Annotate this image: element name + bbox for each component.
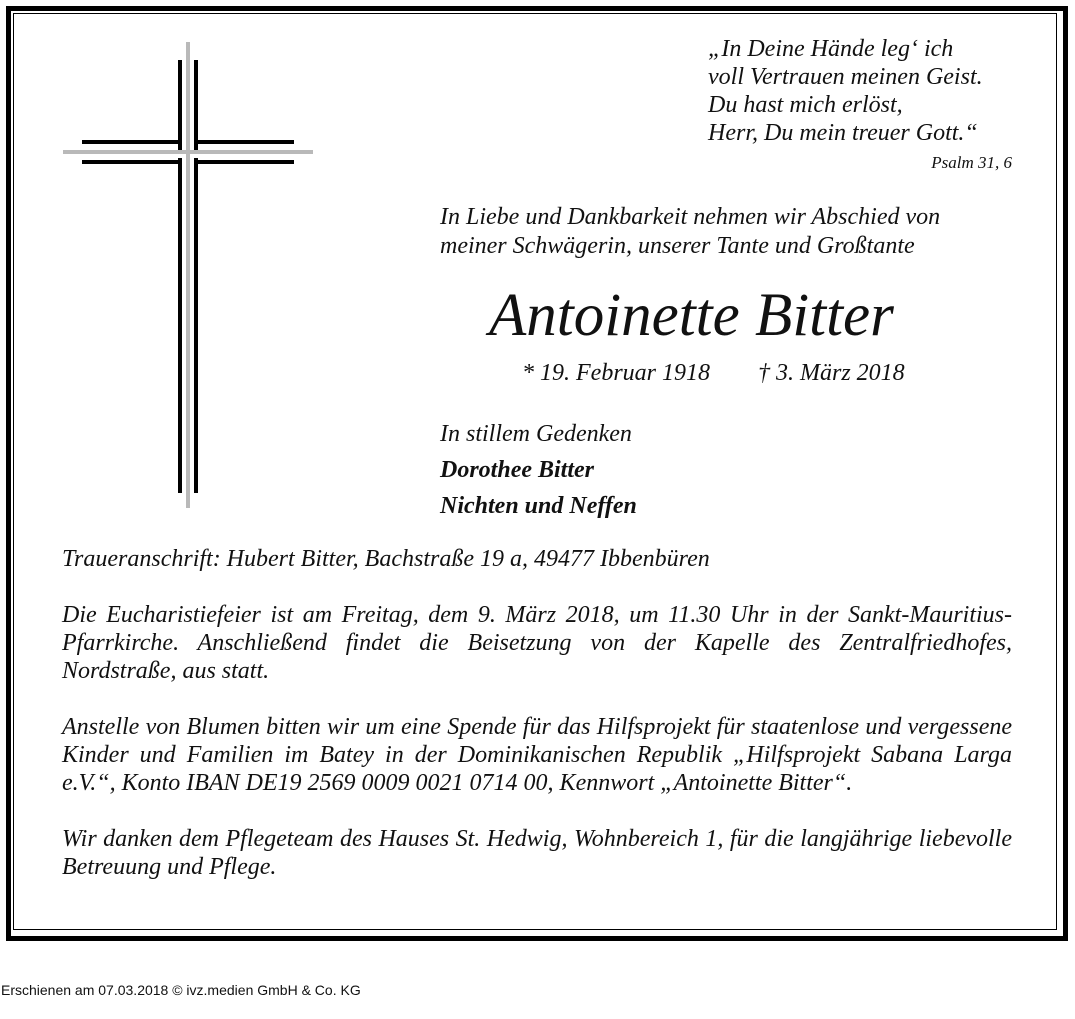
mourner-name: Nichten und Neffen bbox=[440, 493, 637, 519]
psalm-quote bbox=[708, 35, 983, 147]
donation-info: Anstelle von Blumen bitten wir um eine Spende für das Hilfsprojekt für staatenlose und vergessene Kinder und Familien im Batey in der Dominikanischen Republik „Hilfsprojekt Sabana Larga e.V.“, Konto IBAN DE19 2569 0009 0021 0714 00, Kennwort „Antoinette Bitter“. bbox=[62, 714, 1012, 796]
notice-body bbox=[62, 545, 1012, 909]
mourner-name: Dorothee Bitter bbox=[440, 457, 594, 483]
psalm-line: „In Deine Hände leg‘ ich bbox=[708, 36, 954, 62]
thanks-note: Wir danken dem Pflegeteam des Hauses St. Hedwig, Wohnbereich 1, für die langjährige liebevolle Betreuung und Pflege. bbox=[62, 826, 1012, 880]
death-date: † 3. März 2018 bbox=[758, 360, 905, 386]
funeral-address: Traueranschrift: Hubert Bitter, Bachstraße 19 a, 49477 Ibbenbüren bbox=[62, 546, 710, 572]
service-info: Die Eucharistiefeier ist am Freitag, dem 9. März 2018, um 11.30 Uhr in der Sankt-Mauritius-Pfarrkirche. Anschließend findet die Beisetzung von der Kapelle des Zentralfriedhofes, Nordstraße, aus statt. bbox=[62, 602, 1012, 684]
psalm-reference: Psalm 31, 6 bbox=[931, 153, 1012, 172]
mourners-intro: In stillem Gedenken bbox=[440, 421, 632, 447]
farewell-intro bbox=[440, 203, 940, 261]
cross-icon bbox=[60, 40, 320, 520]
life-dates bbox=[522, 360, 905, 387]
intro-line: meiner Schwägerin, unserer Tante und Großtante bbox=[440, 233, 915, 259]
psalm-line: Du hast mich erlöst, bbox=[708, 92, 903, 118]
mourners-block bbox=[440, 416, 637, 524]
intro-line: In Liebe und Dankbarkeit nehmen wir Abschied von bbox=[440, 204, 941, 230]
birth-date: * 19. Februar 1918 bbox=[522, 360, 710, 386]
psalm-line: Herr, Du mein treuer Gott.“ bbox=[708, 120, 978, 146]
deceased-name: Antoinette Bitter bbox=[489, 282, 894, 349]
psalm-line: voll Vertrauen meinen Geist. bbox=[708, 64, 983, 90]
publication-footer: Erschienen am 07.03.2018 © ivz.medien GmbH & Co. KG bbox=[1, 982, 361, 998]
